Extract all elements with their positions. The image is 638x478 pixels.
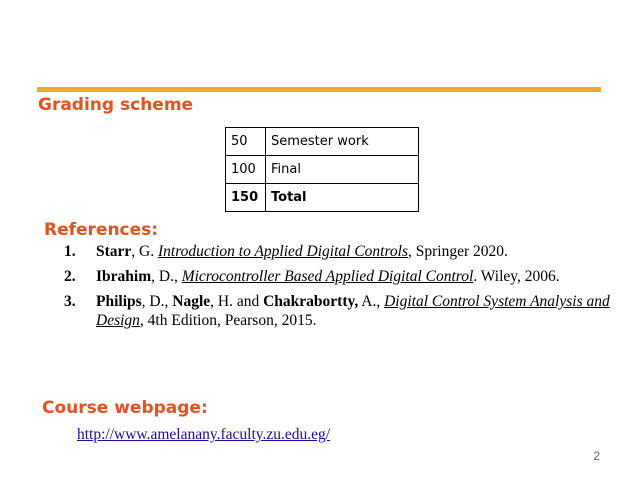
references-heading: References: bbox=[44, 220, 159, 240]
reference-text bbox=[96, 292, 624, 330]
book-title: Introduction to Applied Digital Controls bbox=[158, 243, 409, 260]
author-name: Nagle bbox=[172, 293, 211, 310]
grading-heading: Grading scheme bbox=[38, 95, 194, 115]
book-title: Microcontroller Based Applied Digital Control bbox=[181, 268, 474, 285]
reference-number: 1. bbox=[64, 243, 76, 260]
reference-item bbox=[64, 292, 624, 330]
author-initials: , D., bbox=[151, 268, 182, 285]
author-name: Starr bbox=[96, 243, 132, 260]
reference-item bbox=[64, 242, 624, 261]
webpage-heading: Course webpage: bbox=[42, 398, 208, 418]
author-name: Ibrahim bbox=[96, 268, 152, 285]
reference-number: 2. bbox=[64, 268, 76, 285]
table-row bbox=[226, 156, 419, 184]
table-row-total bbox=[226, 184, 419, 212]
references-list bbox=[64, 242, 624, 336]
author-initials: , D., bbox=[141, 293, 173, 310]
author-initials: , G. bbox=[131, 243, 158, 260]
item-cell: Total bbox=[266, 184, 419, 212]
author-initials: A., bbox=[358, 293, 385, 310]
item-cell: Semester work bbox=[266, 128, 419, 156]
item-cell: Final bbox=[266, 156, 419, 184]
reference-text bbox=[96, 242, 624, 261]
author-name: Philips bbox=[96, 293, 142, 310]
points-cell: 50 bbox=[226, 128, 266, 156]
reference-text bbox=[96, 267, 624, 286]
orange-divider bbox=[37, 87, 601, 92]
points-cell: 100 bbox=[226, 156, 266, 184]
table-row bbox=[226, 128, 419, 156]
book-title: Digital Control System Analysis and Design bbox=[96, 293, 610, 329]
page-number: 2 bbox=[593, 449, 600, 463]
publisher-info: , Springer 2020. bbox=[408, 243, 508, 260]
course-webpage-link[interactable]: http://www.amelanany.faculty.zu.edu.eg/ bbox=[77, 426, 331, 443]
points-cell: 150 bbox=[226, 184, 266, 212]
grading-table bbox=[225, 127, 419, 212]
reference-number: 3. bbox=[64, 293, 76, 310]
publisher-info: , 4th Edition, Pearson, 2015. bbox=[139, 312, 317, 329]
reference-item bbox=[64, 267, 624, 286]
publisher-info: . Wiley, 2006. bbox=[473, 268, 560, 285]
author-name: Chakrabortty, bbox=[263, 293, 359, 310]
author-initials: , H. and bbox=[210, 293, 264, 310]
